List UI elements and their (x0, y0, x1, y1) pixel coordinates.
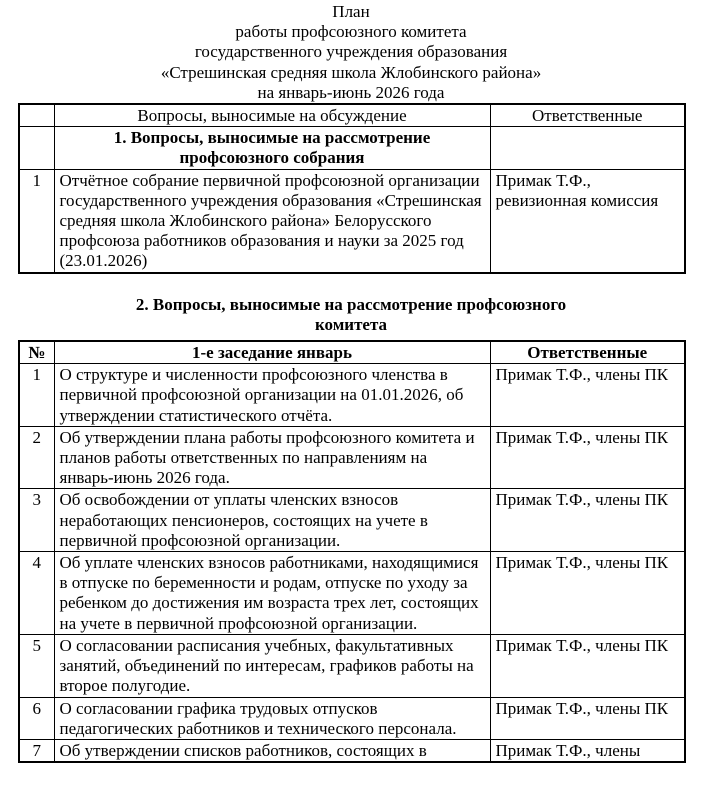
title-line-3: государственного учреждения образования (194, 42, 508, 62)
table1-section-row (19, 127, 685, 169)
section-2-heading (0, 295, 702, 335)
table1-section-num-cell (19, 127, 54, 169)
row-question: Отчётное собрание первичной профсоюзной организации государственного учреждения образования «Стрешинская средняя школа Жлобинского района» Белорусского профсоюза работников образования и науки за 2025 год (23.01.2026) (54, 169, 490, 273)
row-question: О согласовании расписания учебных, факультативных занятий, объединений по интересам, графиков работы на второе полугодие. (54, 634, 490, 697)
row-responsible: Примак Т.Ф., члены ПК (490, 426, 685, 489)
section-2-heading-line-1: 2. Вопросы, выносимые на рассмотрение профсоюзного (135, 294, 567, 314)
table1-header-question: Вопросы, выносимые на обсуждение (54, 104, 490, 127)
table2-header-question: 1-е заседание январь (54, 341, 490, 364)
title-line-2: работы профсоюзного комитета (235, 22, 467, 42)
row-question: О структуре и численности профсоюзного членства в первичной профсоюзной организации на 01.01.2026, об утверждении статистического отчёта. (54, 364, 490, 427)
table1-section-line-2: профсоюзного собрания (179, 148, 365, 168)
row-question: О согласовании графика трудовых отпусков педагогических работников и технического персонала. (54, 697, 490, 739)
row-question: Об уплате членских взносов работниками, находящимися в отпуске по беременности и родам, отпуске по уходу за ребенком до достижения им возраста трех лет, состоящих на учете в первичной профсоюзной организации. (54, 552, 490, 635)
table1-section-responsible-cell (490, 127, 685, 169)
row-number: 4 (19, 552, 54, 635)
section-2-heading-line-2: комитета (314, 314, 388, 334)
row-responsible: Примак Т.Ф., члены (490, 739, 685, 762)
table1-header-num (19, 104, 54, 127)
row-number: 1 (19, 364, 54, 427)
table-row (19, 697, 685, 739)
table1-header-row (19, 104, 685, 127)
table-row (19, 426, 685, 489)
title-line-1: План (332, 2, 370, 21)
title-line-4: «Стрешинская средняя школа Жлобинского района» (160, 62, 542, 82)
table1-section-title (54, 127, 490, 169)
row-number: 6 (19, 697, 54, 739)
row-number: 5 (19, 634, 54, 697)
table-row (19, 169, 685, 273)
row-number: 2 (19, 426, 54, 489)
title-line-5: на январь-июнь 2026 года (257, 82, 445, 102)
row-question: Об утверждении плана работы профсоюзного комитета и планов работы ответственных по направлениям на январь-июнь 2026 года. (54, 426, 490, 489)
table-row (19, 552, 685, 635)
table-row (19, 489, 685, 552)
row-number: 7 (19, 739, 54, 762)
row-number: 1 (19, 169, 54, 273)
table1-header-responsible: Ответственные (490, 104, 685, 127)
row-responsible: Примак Т.Ф., члены ПК (490, 489, 685, 552)
table2-header-num: № (19, 341, 54, 364)
table-row (19, 364, 685, 427)
table-union-committee-agenda (18, 340, 686, 763)
table-row (19, 634, 685, 697)
table2-header-responsible: Ответственные (490, 341, 685, 364)
document-title (0, 2, 702, 103)
row-question: Об освобождении от уплаты членских взносов неработающих пенсионеров, состоящих на учете в первичной профсоюзной организации. (54, 489, 490, 552)
row-responsible: Примак Т.Ф., ревизионная комиссия (490, 169, 685, 273)
table-union-meeting-agenda (18, 103, 686, 274)
row-responsible: Примак Т.Ф., члены ПК (490, 364, 685, 427)
row-number: 3 (19, 489, 54, 552)
table-row (19, 739, 685, 762)
row-responsible: Примак Т.Ф., члены ПК (490, 552, 685, 635)
row-question: Об утверждении списков работников, состоящих в (54, 739, 490, 762)
table1-section-line-1: 1. Вопросы, выносимые на рассмотрение (113, 128, 431, 148)
row-responsible: Примак Т.Ф., члены ПК (490, 697, 685, 739)
row-responsible: Примак Т.Ф., члены ПК (490, 634, 685, 697)
table2-header-row (19, 341, 685, 364)
